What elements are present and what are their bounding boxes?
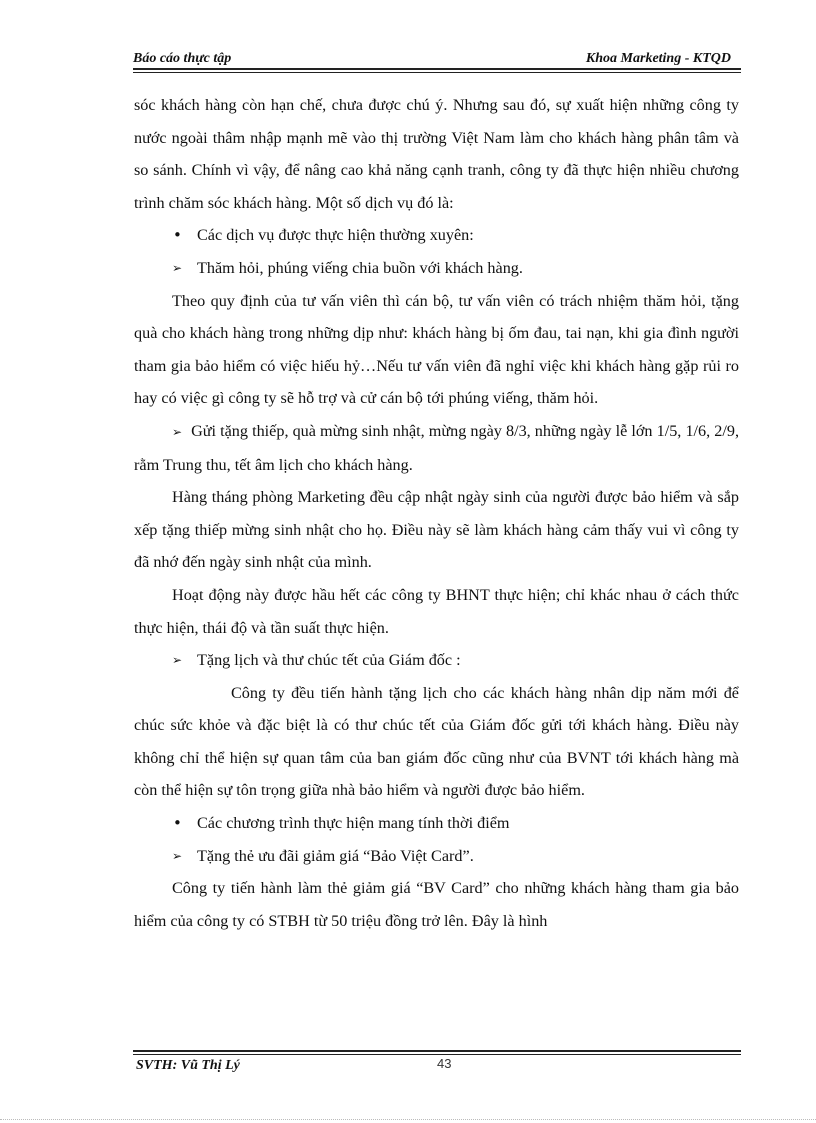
paragraph-consultant-duty: Theo quy định của tư vấn viên thì cán bộ, tư vấn viên có trách nhiệm thăm hỏi, tặng quà cho khách hàng trong những dịp như: khách hàng bị ốm đau, tai nạn, khi gia đình người tham gia bảo hiểm có việc hiếu hỷ…Nếu tư vấn viên đã nghỉ việc khi khách hàng gặp rủi ro hay có việc gì công ty sẽ hỗ trợ và cử cán bộ tới phúng viếng, thăm hỏi. <box>134 291 739 408</box>
arrow-bullet-icon: ➢ <box>172 260 183 275</box>
paragraph-new-year-gifts: Công ty đều tiến hành tặng lịch cho các khách hàng nhân dịp năm mới để chúc sức khỏe và đặc biệt là có thư chúc tết của Giám đốc gửi tới khách hàng. Điều này không chỉ thể hiện sự quan tâm của ban giám đốc cũng như của BVNT tới khách hàng mà còn thể hiện sự tôn trọng giữa nhà bảo hiểm và người được bảo hiểm. <box>134 683 739 800</box>
paragraph-marketing-birthdays: Hàng tháng phòng Marketing đều cập nhật ngày sinh của người được bảo hiểm và sắp xếp tặng thiếp mừng sinh nhật cho họ. Điều này sẽ làm khách hàng cảm thấy vui vì công ty đã nhớ đến ngày sinh nhật của mình. <box>134 488 739 572</box>
footer-rule-thin <box>133 1054 741 1055</box>
bullet-icon: • <box>173 226 182 245</box>
bullet-item-seasonal-programs <box>134 807 739 840</box>
arrow-item-condolence <box>134 252 739 285</box>
paragraph-industry-practice: Hoạt động này được hầu hết các công ty BHNT thực hiện; chỉ khác nhau ở cách thức thực hiện, thái độ và tần suất thực hiện. <box>134 585 739 637</box>
arrow-item-birthday-gifts <box>134 415 739 481</box>
arrow-item-discount-card <box>134 840 739 873</box>
header-rule-thin <box>133 72 741 73</box>
bullet-text: Các dịch vụ được thực hiện thường xuyên: <box>197 226 474 245</box>
page-bottom-dotted-border <box>0 1119 816 1120</box>
arrow-item-text: Thăm hỏi, phúng viếng chia buồn với khách hàng. <box>197 258 523 277</box>
arrow-item-calendar-letter <box>134 644 739 677</box>
page-body <box>134 89 739 937</box>
bullet-icon: • <box>173 814 182 833</box>
bullet-text: Các chương trình thực hiện mang tính thời điểm <box>197 814 510 833</box>
page-header <box>133 49 741 69</box>
paragraph-bv-card: Công ty tiến hành làm thẻ giảm giá “BV Card” cho những khách hàng tham gia bảo hiểm của công ty có STBH từ 50 triệu đồng trở lên. Đây là hình <box>134 879 739 930</box>
paragraph-intro: sóc khách hàng còn hạn chế, chưa được chú ý. Nhưng sau đó, sự xuất hiện những công ty nước ngoài thâm nhập mạnh mẽ vào thị trường Việt Nam làm cho khách hàng phân tâm và so sánh. Chính vì vậy, để nâng cao khả năng cạnh tranh, công ty đã thực hiện nhiều chương trình chăm sóc khách hàng. Một số dịch vụ đó là: <box>134 96 739 212</box>
bullet-item-regular-services <box>134 219 739 252</box>
arrow-item-text: Tặng lịch và thư chúc tết của Giám đốc : <box>197 651 461 670</box>
header-department: Khoa Marketing - KTQD <box>585 51 731 66</box>
footer-rule <box>133 1050 741 1052</box>
page-number: 43 <box>437 1056 452 1071</box>
arrow-bullet-icon: ➢ <box>172 653 183 668</box>
arrow-item-text: Tặng thẻ ưu đãi giảm giá “Bảo Việt Card”. <box>197 846 474 865</box>
header-report-title: Báo cáo thực tập <box>133 51 232 66</box>
footer-author: SVTH: Vũ Thị Lý <box>136 1058 240 1073</box>
arrow-bullet-icon: ➢ <box>172 424 183 439</box>
arrow-item-text: Gửi tặng thiếp, quà mừng sinh nhật, mừng ngày 8/3, những ngày lễ lớn 1/5, 1/6, 2/9, rằm Trung thu, tết âm lịch cho khách hàng. <box>134 421 739 474</box>
arrow-bullet-icon: ➢ <box>172 848 183 863</box>
header-rule <box>133 68 741 70</box>
